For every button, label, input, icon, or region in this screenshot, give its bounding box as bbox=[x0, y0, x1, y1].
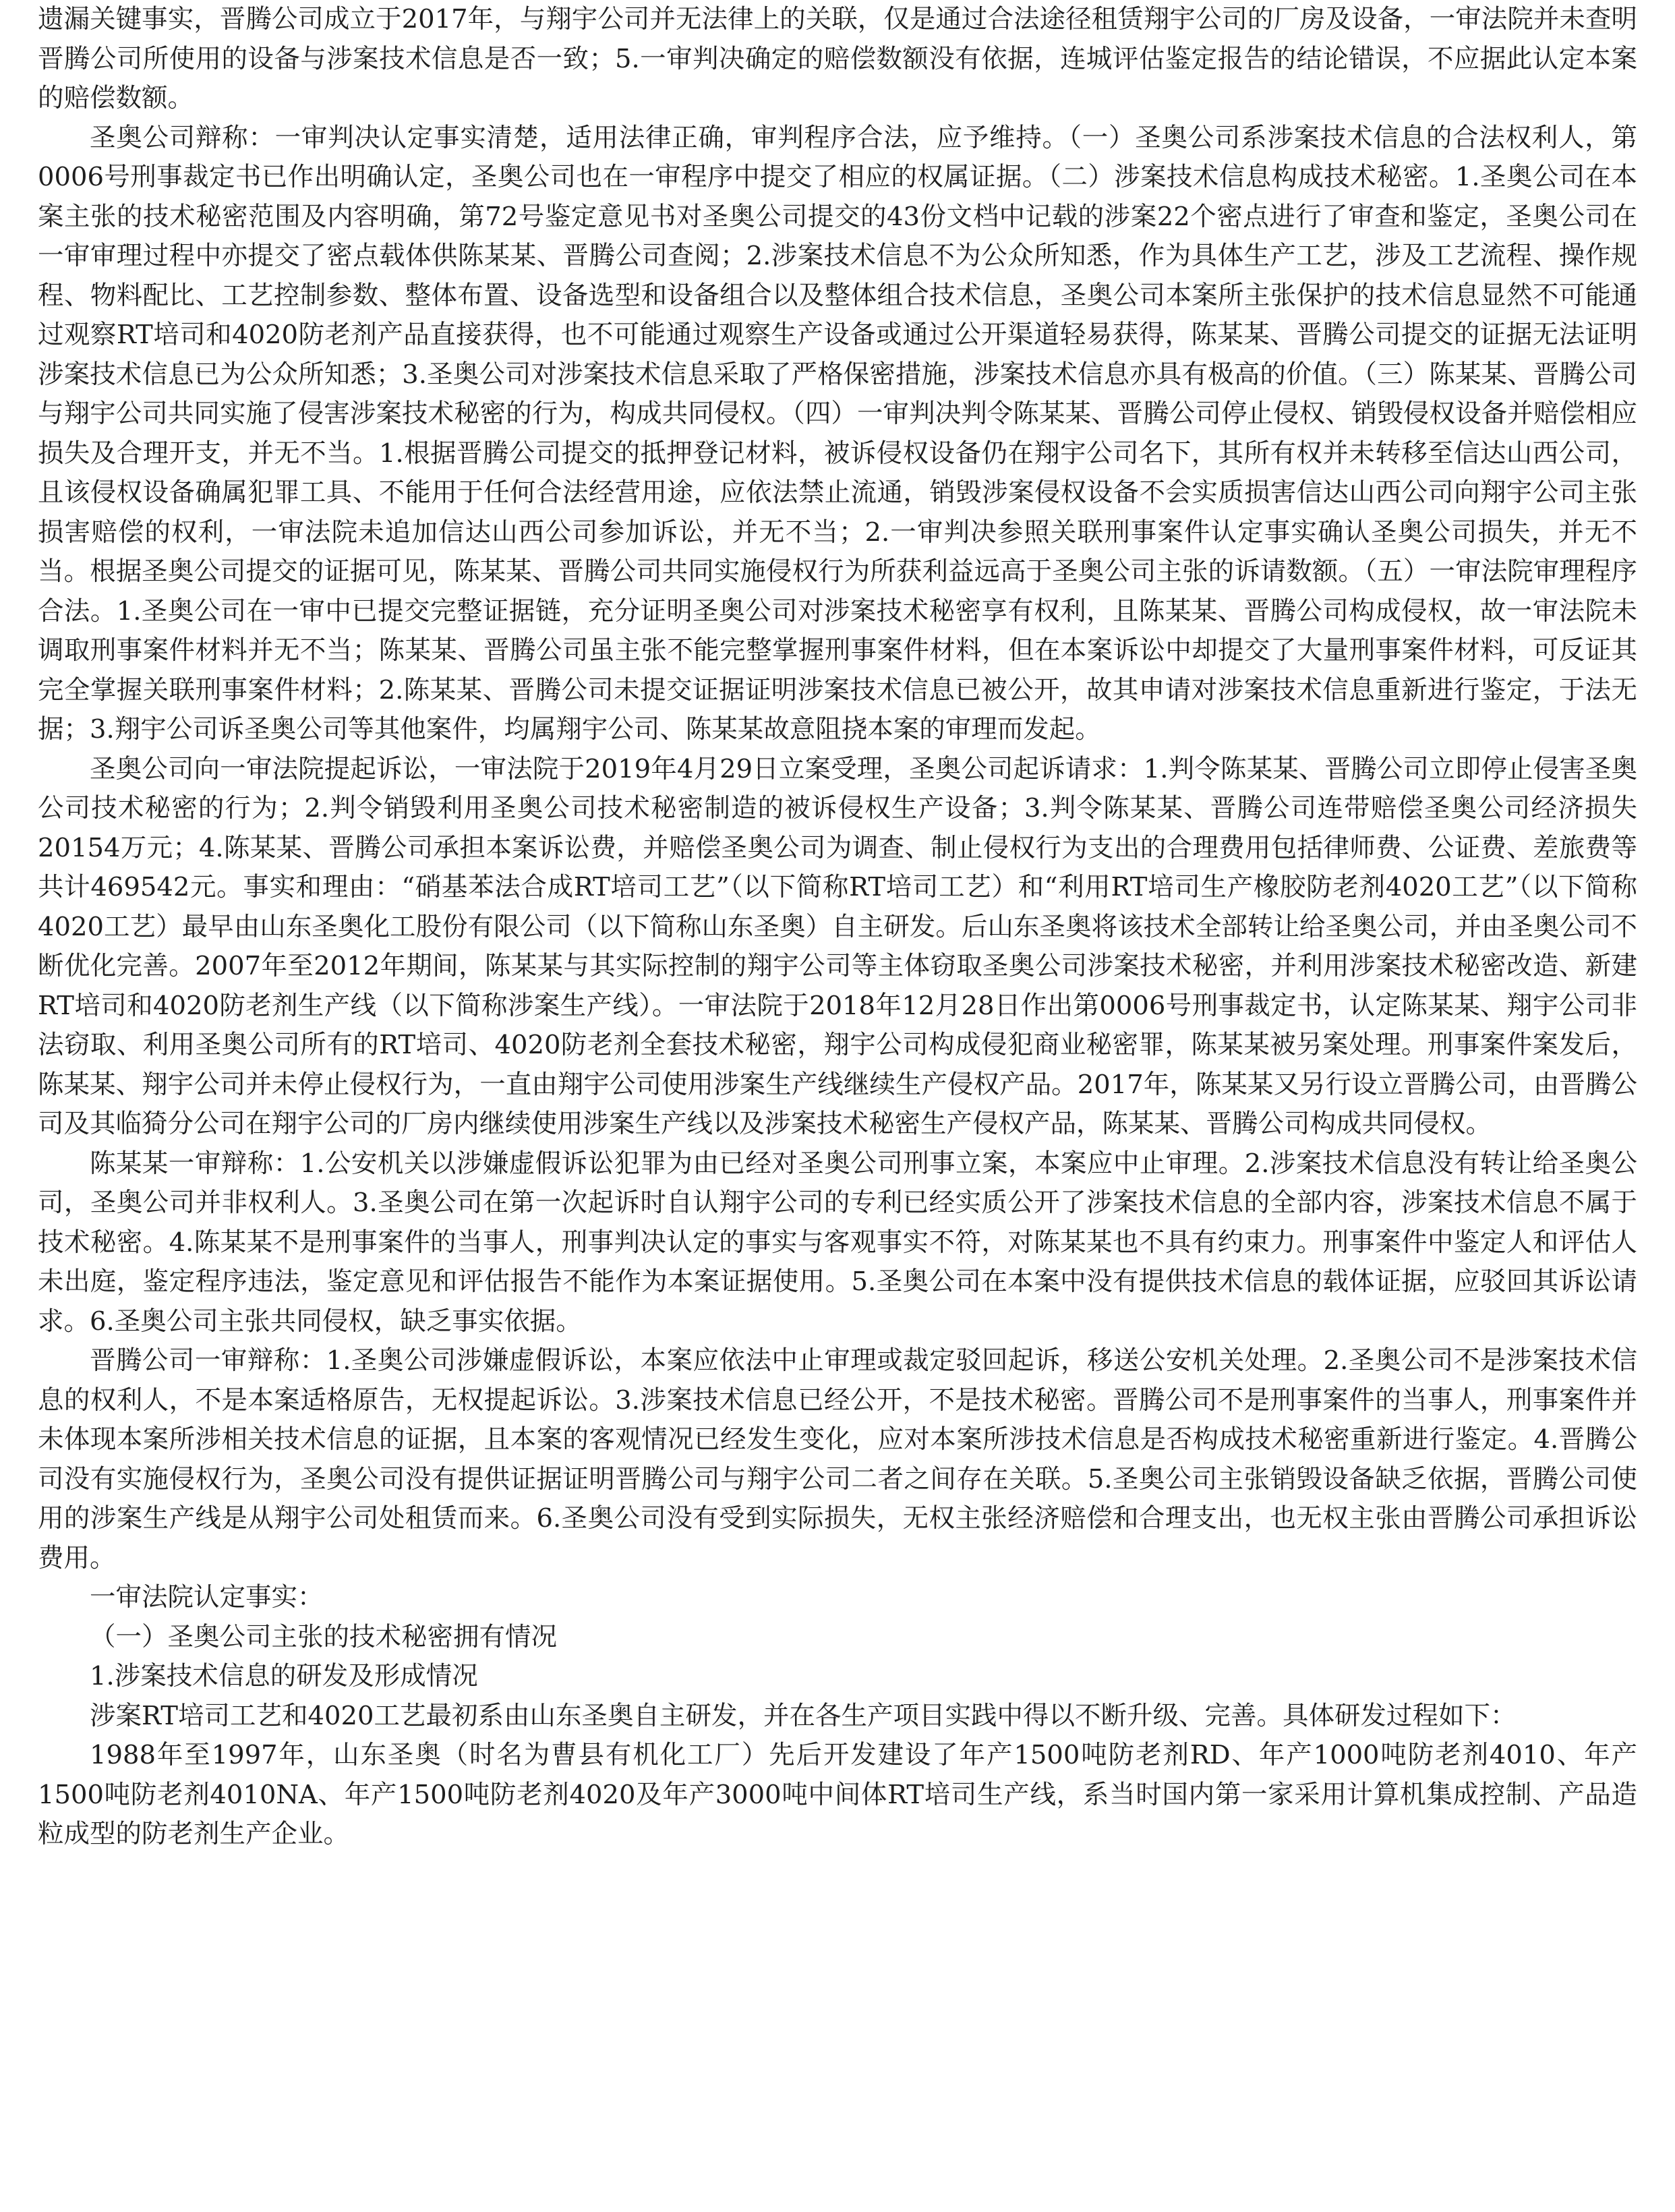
paragraph-continuation: 遗漏关键事实，晋腾公司成立于2017年，与翔宇公司并无法律上的关联，仅是通过合法途径租赁翔宇公司的厂房及设备，一审法院并未查明晋腾公司所使用的设备与涉案技术信息是否一致；5.一审判决确定的赔偿数额没有依据，连城评估鉴定报告的结论错误，不应据此认定本案的赔偿数额。 bbox=[38, 4, 1637, 113]
paragraph-shengao-defense: 圣奥公司辩称：一审判决认定事实清楚，适用法律正确，审判程序合法，应予维持。（一）圣奥公司系涉案技术信息的合法权利人，第0006号刑事裁定书已作出明确认定，圣奥公司也在一审程序中提交了相应的权属证据。（二）涉案技术信息构成技术秘密。1.圣奥公司在本案主张的技术秘密范围及内容明确，第72号鉴定意见书对圣奥公司提交的43份文档中记载的涉案22个密点进行了审查和鉴定，圣奥公司在一审审理过程中亦提交了密点载体供陈某某、晋腾公司查阅；2.涉案技术信息不为公众所知悉，作为具体生产工艺，涉及工艺流程、操作规程、物料配比、工艺控制参数、整体布置、设备选型和设备组合以及整体组合技术信息，圣奥公司本案所主张保护的技术信息显然不可能通过观察RT培司和4020防老剂产品直接获得，也不可能通过观察生产设备或通过公开渠道轻易获得，陈某某、晋腾公司提交的证据无法证明涉案技术信息已为公众所知悉；3.圣奥公司对涉案技术信息采取了严格保密措施，涉案技术信息亦具有极高的价值。（三）陈某某、晋腾公司与翔宇公司共同实施了侵害涉案技术秘密的行为，构成共同侵权。（四）一审判决判令陈某某、晋腾公司停止侵权、销毁侵权设备并赔偿相应损失及合理开支，并无不当。1.根据晋腾公司提交的抵押登记材料，被诉侵权设备仍在翔宇公司名下，其所有权并未转移至信达山西公司，且该侵权设备确属犯罪工具、不能用于任何合法经营用途，应依法禁止流通，销毁涉案侵权设备不会实质损害信达山西公司向翔宇公司主张损害赔偿的权利，一审法院未追加信达山西公司参加诉讼，并无不当；2.一审判决参照关联刑事案件认定事实确认圣奥公司损失，并无不当。根据圣奥公司提交的证据可见，陈某某、晋腾公司共同实施侵权行为所获利益远高于圣奥公司主张的诉请数额。（五）一审法院审理程序合法。1.圣奥公司在一审中已提交完整证据链，充分证明圣奥公司对涉案技术秘密享有权利，且陈某某、晋腾公司构成侵权，故一审法院未调取刑事案件材料并无不当；陈某某、晋腾公司虽主张不能完整掌握刑事案件材料，但在本案诉讼中却提交了大量刑事案件材料，可反证其完全掌握关联刑事案件材料；2.陈某某、晋腾公司未提交证据证明涉案技术信息已被公开，故其申请对涉案技术信息重新进行鉴定，于法无据；3.翔宇公司诉圣奥公司等其他案件，均属翔宇公司、陈某某故意阻挠本案的审理而发起。 bbox=[38, 122, 1637, 745]
paragraph-facts-heading: 一审法院认定事实： bbox=[90, 1582, 324, 1612]
section-heading-ownership: （一）圣奥公司主张的技术秘密拥有情况 bbox=[90, 1621, 558, 1652]
paragraph-chen-defense: 陈某某一审辩称：1.公安机关以涉嫌虚假诉讼犯罪为由已经对圣奥公司刑事立案，本案应中止审理。2.涉案技术信息没有转让给圣奥公司，圣奥公司并非权利人。3.圣奥公司在第一次起诉时自认翔宇公司的专利已经实质公开了涉案技术信息的全部内容，涉案技术信息不属于技术秘密。4.陈某某不是刑事案件的当事人，刑事判决认定的事实与客观事实不符，对陈某某也不具有约束力。刑事案件中鉴定人和评估人未出庭，鉴定程序违法，鉴定意见和评估报告不能作为本案证据使用。5.圣奥公司在本案中没有提供技术信息的载体证据，应驳回其诉讼请求。6.圣奥公司主张共同侵权，缺乏事实依据。 bbox=[38, 1148, 1637, 1337]
paragraph-jinteng-defense: 晋腾公司一审辩称：1.圣奥公司涉嫌虚假诉讼，本案应依法中止审理或裁定驳回起诉，移送公安机关处理。2.圣奥公司不是涉案技术信息的权利人，不是本案适格原告，无权提起诉讼。3.涉案技术信息已经公开，不是技术秘密。晋腾公司不是刑事案件的当事人，刑事案件并未体现本案所涉相关技术信息的证据，且本案的客观情况已经发生变化，应对本案所涉技术信息是否构成技术秘密重新进行鉴定。4.晋腾公司没有实施侵权行为，圣奥公司没有提供证据证明晋腾公司与翔宇公司二者之间存在关联。5.圣奥公司主张销毁设备缺乏依据，晋腾公司使用的涉案生产线是从翔宇公司处租赁而来。6.圣奥公司没有受到实际损失，无权主张经济赔偿和合理支出，也无权主张由晋腾公司承担诉讼费用。 bbox=[38, 1345, 1637, 1573]
subsection-heading-development: 1.涉案技术信息的研发及形成情况 bbox=[90, 1661, 478, 1691]
paragraph-lawsuit-claims: 圣奥公司向一审法院提起诉讼，一审法院于2019年4月29日立案受理，圣奥公司起诉请求：1.判令陈某某、晋腾公司立即停止侵害圣奥公司技术秘密的行为；2.判令销毁利用圣奥公司技术秘密制造的被诉侵权生产设备；3.判令陈某某、晋腾公司连带赔偿圣奥公司经济损失20154万元；4.陈某某、晋腾公司承担本案诉讼费，并赔偿圣奥公司为调查、制止侵权行为支出的合理费用包括律师费、公证费、差旅费等共计469542元。事实和理由：“硝基苯法合成RT培司工艺”（以下简称RT培司工艺）和“利用RT培司生产橡胶防老剂4020工艺”（以下简称4020工艺）最早由山东圣奥化工股份有限公司（以下简称山东圣奥）自主研发。后山东圣奥将该技术全部转让给圣奥公司，并由圣奥公司不断优化完善。2007年至2012年期间，陈某某与其实际控制的翔宇公司等主体窃取圣奥公司涉案技术秘密，并利用涉案技术秘密改造、新建RT培司和4020防老剂生产线（以下简称涉案生产线）。一审法院于2018年12月28日作出第0006号刑事裁定书，认定陈某某、翔宇公司非法窃取、利用圣奥公司所有的RT培司、4020防老剂全套技术秘密，翔宇公司构成侵犯商业秘密罪，陈某某被另案处理。刑事案件案发后，陈某某、翔宇公司并未停止侵权行为，一直由翔宇公司使用涉案生产线继续生产侵权产品。2017年，陈某某又另行设立晋腾公司，由晋腾公司及其临猗分公司在翔宇公司的厂房内继续使用涉案生产线以及涉案技术秘密生产侵权产品，陈某某、晋腾公司构成共同侵权。 bbox=[38, 753, 1637, 1139]
paragraph-development-history: 1988年至1997年，山东圣奥（时名为曹县有机化工厂）先后开发建设了年产1500吨防老剂RD、年产1000吨防老剂4010、年产1500吨防老剂4010NA、年产1500吨防老剂4020及年产3000吨中间体RT培司生产线，系当时国内第一家采用计算机集成控制、产品造粒成型的防老剂生产企业。 bbox=[38, 1740, 1637, 1849]
paragraph-development-intro: 涉案RT培司工艺和4020工艺最初系由山东圣奥自主研发，并在各生产项目实践中得以不断升级、完善。具体研发过程如下： bbox=[90, 1700, 1517, 1731]
